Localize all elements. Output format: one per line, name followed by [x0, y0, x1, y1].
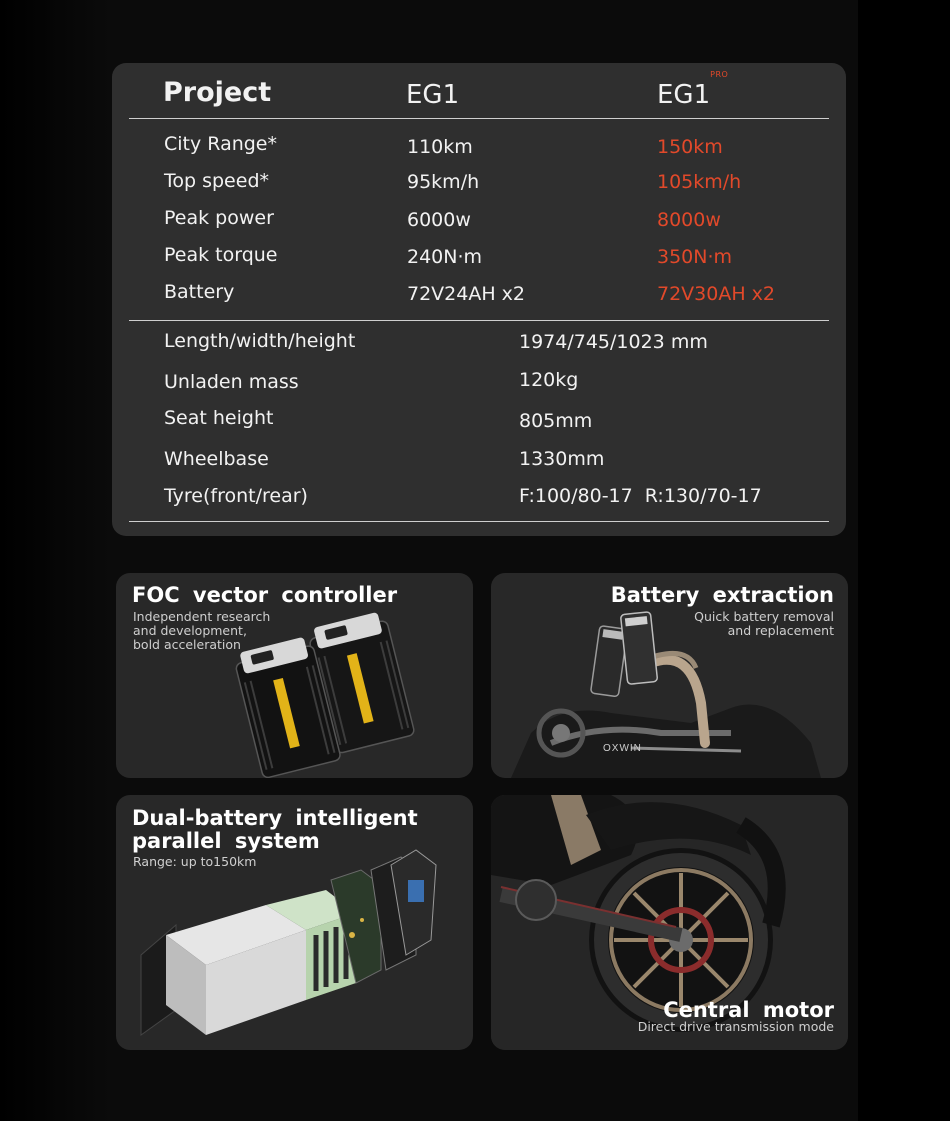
- compare-row-label: Top speed*: [164, 170, 270, 192]
- brand-label: OXWIN: [603, 743, 642, 754]
- compare-row-label: Peak torque: [164, 244, 278, 266]
- feature-card-central-motor: [491, 795, 848, 1050]
- compare-row-pro-value: 105km/h: [657, 171, 742, 193]
- header-model-eg1-pro-name: EG1: [657, 80, 711, 110]
- common-row-value: 120kg: [519, 369, 579, 391]
- section-divider: [129, 320, 829, 321]
- compare-row-label: City Range*: [164, 133, 277, 155]
- compare-row-eg1-value: 6000w: [407, 209, 471, 231]
- battery-pack-image: [116, 795, 473, 1050]
- feature-title: FOC vector controller: [132, 583, 398, 607]
- compare-row-pro-value: 150km: [657, 136, 723, 158]
- feature-subtitle: Independent research and development, bold acceleration: [133, 609, 271, 652]
- header-model-eg1: EG1: [406, 80, 460, 110]
- common-row-value: 1974/745/1023 mm: [519, 331, 708, 353]
- feature-card-dual-battery: [116, 795, 473, 1050]
- spec-table-panel: [112, 63, 846, 536]
- feature-title: Battery extraction: [610, 583, 834, 607]
- compare-row-pro-value: 72V30AH x2: [657, 283, 776, 305]
- feature-title: Central motor: [663, 998, 834, 1022]
- compare-row-eg1-value: 95km/h: [407, 171, 480, 193]
- bottom-divider: [129, 521, 829, 522]
- compare-row-eg1-value: 110km: [407, 136, 473, 158]
- common-row-value: 1330mm: [519, 448, 605, 470]
- compare-row-label: Battery: [164, 281, 235, 303]
- compare-row-eg1-value: 240N·m: [407, 246, 483, 268]
- compare-row-pro-value: 350N·m: [657, 246, 733, 268]
- common-row-label: Length/width/height: [164, 330, 356, 352]
- compare-row-label: Peak power: [164, 207, 274, 229]
- feature-subtitle: Quick battery removal and replacement: [694, 609, 834, 638]
- controller-image: [116, 573, 473, 778]
- common-row-label: Tyre(front/rear): [164, 485, 308, 507]
- feature-card-foc-controller: [116, 573, 473, 778]
- pro-badge: PRO: [710, 70, 729, 80]
- header-project: Project: [163, 77, 272, 108]
- common-row-label: Seat height: [164, 407, 274, 429]
- feature-subtitle: Direct drive transmission mode: [637, 1019, 834, 1034]
- header-divider: [129, 118, 829, 119]
- common-row-label: Unladen mass: [164, 371, 299, 393]
- feature-subtitle: Range: up to150km: [133, 854, 257, 869]
- feature-title: Dual-battery intelligent parallel system: [132, 806, 418, 853]
- compare-row-eg1-value: 72V24AH x2: [407, 283, 526, 305]
- header-model-eg1-pro: [657, 70, 729, 110]
- common-row-value: F:100/80-17 R:130/70-17: [519, 485, 762, 507]
- common-row-label: Wheelbase: [164, 448, 269, 470]
- common-row-value: 805mm: [519, 410, 593, 432]
- feature-card-battery-extraction: [491, 573, 848, 778]
- compare-row-pro-value: 8000w: [657, 209, 721, 231]
